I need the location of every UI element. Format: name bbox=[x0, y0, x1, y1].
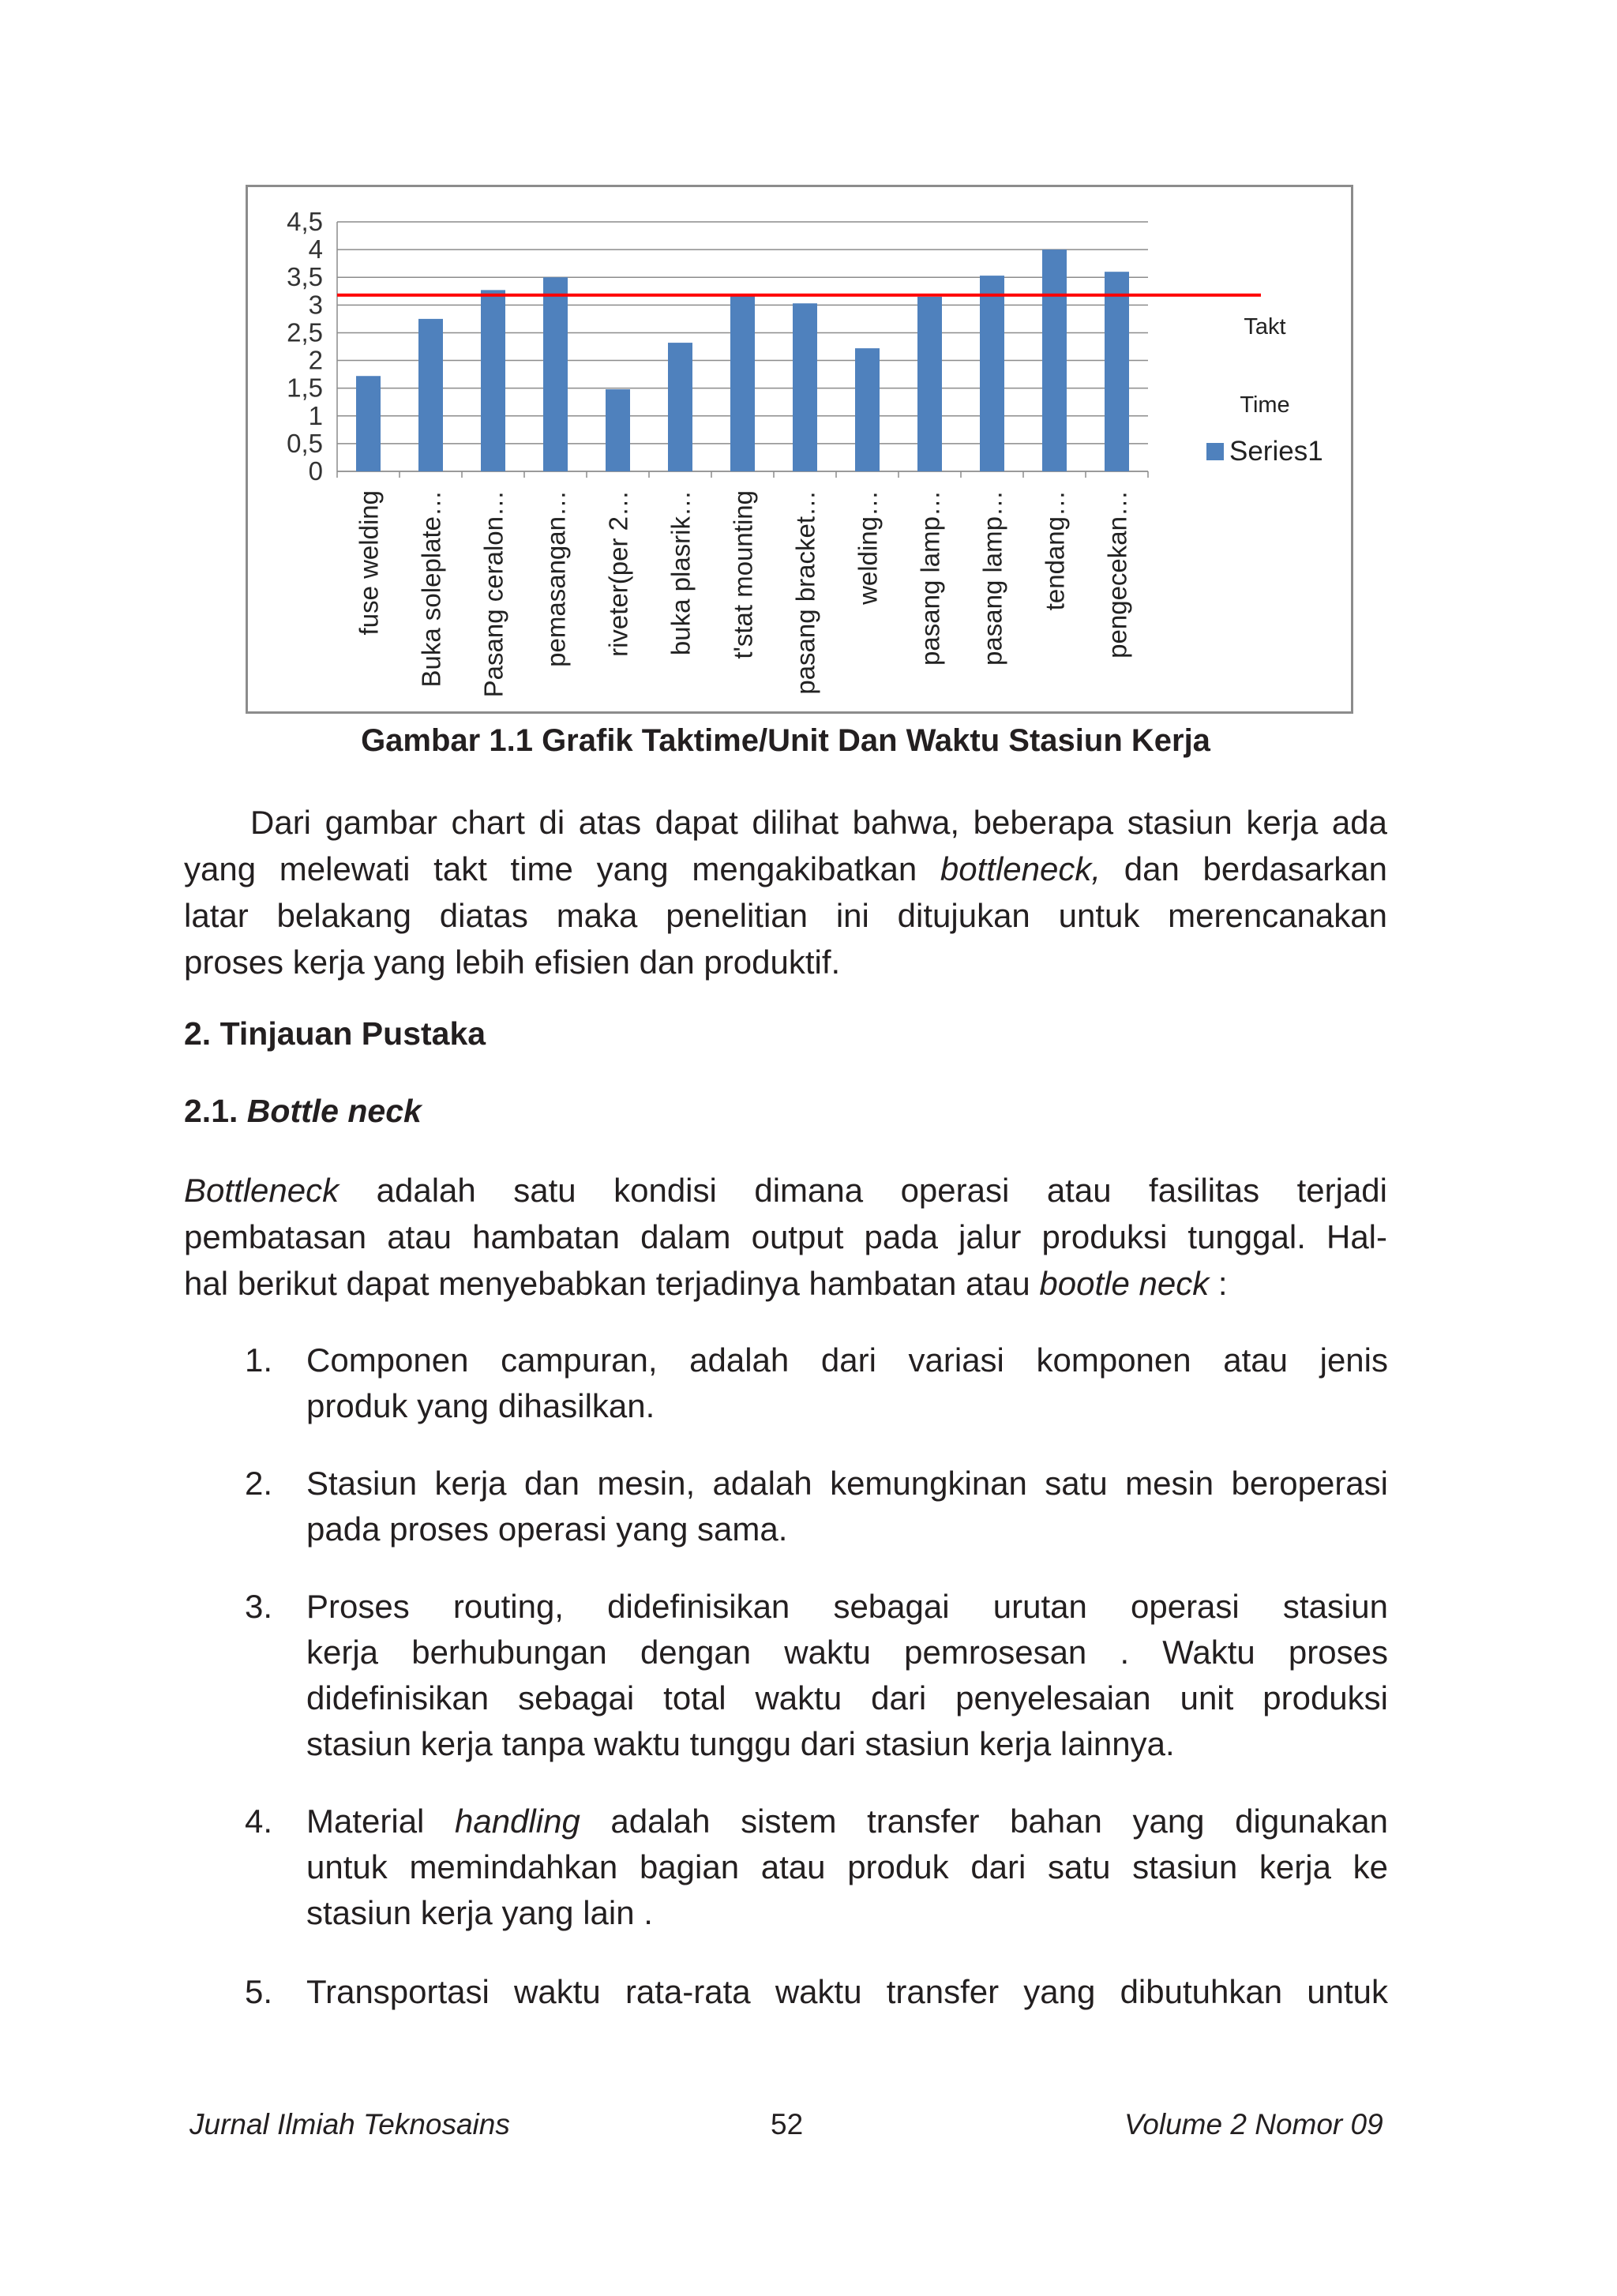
text-run: proses kerja yang lebih efisien dan produktif. bbox=[184, 944, 841, 981]
bar bbox=[418, 319, 443, 471]
text-run: latar belakang diatas maka penelitian ini ditujukan untuk merencanakan bbox=[184, 897, 1387, 934]
list-line bbox=[306, 1630, 1388, 1675]
bar bbox=[980, 276, 1004, 471]
subsection-number: 2.1. bbox=[184, 1093, 238, 1129]
list-line bbox=[306, 1969, 1388, 2015]
text-run: Proses routing, didefinisikan sebagai urutan operasi stasiun bbox=[306, 1588, 1388, 1625]
list-number: 3. bbox=[245, 1588, 273, 1625]
y-tick-label: 3 bbox=[308, 290, 323, 320]
legend-label: Series1 bbox=[1229, 436, 1323, 467]
y-tick-label: 0,5 bbox=[287, 428, 323, 458]
section-heading: 2. Tinjauan Pustaka bbox=[184, 1015, 486, 1052]
list-number: 5. bbox=[245, 1973, 273, 2010]
list-text bbox=[306, 1969, 1388, 2015]
list-line bbox=[306, 1890, 1388, 1936]
list-number: 4. bbox=[245, 1803, 273, 1840]
text-run: adalah satu kondisi dimana operasi atau fasilitas terjadi bbox=[339, 1172, 1387, 1209]
y-tick-label: 2,5 bbox=[287, 317, 323, 347]
definition-line bbox=[184, 1167, 1387, 1214]
list-line bbox=[306, 1584, 1388, 1630]
bar bbox=[481, 290, 505, 471]
list-text bbox=[306, 1584, 1388, 1767]
italic-text: bootle neck bbox=[1039, 1265, 1210, 1302]
time-label: Time bbox=[1240, 392, 1290, 418]
bar bbox=[356, 376, 381, 471]
text-run: yang melewati takt time yang mengakibatkan bbox=[184, 850, 940, 887]
x-tick-label: fuse welding bbox=[354, 490, 384, 636]
y-tick-label: 1 bbox=[308, 400, 323, 430]
bar bbox=[543, 277, 568, 471]
legend-swatch bbox=[1206, 443, 1224, 460]
text-run: stasiun kerja yang lain . bbox=[306, 1894, 653, 1931]
x-tick-label: pemasangan… bbox=[541, 490, 571, 667]
x-tick-label: Pasang ceralon… bbox=[478, 490, 508, 698]
text-run: pembatasan atau hambatan dalam output pada jalur produksi tunggal. Hal- bbox=[184, 1218, 1387, 1255]
list-number: 1. bbox=[245, 1341, 273, 1379]
text-run: adalah sistem transfer bahan yang digunakan bbox=[580, 1803, 1388, 1840]
bar bbox=[1105, 272, 1129, 471]
intro-line bbox=[184, 799, 1387, 846]
bar bbox=[668, 343, 692, 471]
list-line bbox=[306, 1506, 1388, 1552]
list-line bbox=[306, 1383, 1388, 1429]
page-number: 52 bbox=[771, 2108, 804, 2140]
footer-journal: Jurnal Ilmiah Teknosains bbox=[189, 2108, 510, 2140]
bar bbox=[917, 297, 942, 471]
y-tick-label: 1,5 bbox=[287, 373, 323, 403]
text-run: kerja berhubungan dengan waktu pemrosesan . Waktu proses bbox=[306, 1634, 1388, 1671]
x-tick-label: pengecekan… bbox=[1102, 490, 1132, 658]
list-line bbox=[306, 1721, 1388, 1767]
text-run: Stasiun kerja dan mesin, adalah kemungkinan satu mesin beroperasi bbox=[306, 1465, 1388, 1502]
y-tick-label: 2 bbox=[308, 345, 323, 375]
intro-line bbox=[184, 892, 1387, 939]
subsection-heading bbox=[184, 1093, 422, 1130]
y-tick-label: 4 bbox=[308, 234, 323, 264]
bar bbox=[606, 389, 630, 471]
x-tick-label: pasang lamp… bbox=[915, 490, 945, 666]
intro-line bbox=[184, 846, 1387, 892]
x-tick-label: welding… bbox=[853, 490, 883, 605]
text-run: Material bbox=[306, 1803, 455, 1840]
x-tick-label: riveter(per 2… bbox=[603, 490, 633, 657]
list-number: 2. bbox=[245, 1465, 273, 1502]
definition-paragraph bbox=[184, 1167, 1387, 1307]
footer-volume: Volume 2 Nomor 09 bbox=[1124, 2108, 1383, 2140]
x-tick-label: pasang lamp… bbox=[977, 490, 1007, 666]
chart-figure bbox=[246, 185, 1353, 714]
text-run: Transportasi waktu rata-rata waktu transfer yang dibutuhkan untuk bbox=[306, 1973, 1388, 2010]
text-run: Dari gambar chart di atas dapat dilihat bahwa, beberapa stasiun kerja ada bbox=[250, 804, 1387, 841]
x-tick-label: pasang bracket… bbox=[790, 490, 820, 695]
text-run: untuk memindahkan bagian atau produk dari satu stasiun kerja ke bbox=[306, 1848, 1388, 1885]
y-tick-label: 4,5 bbox=[287, 207, 323, 236]
bar bbox=[855, 348, 880, 471]
text-run: dan berdasarkan bbox=[1101, 850, 1387, 887]
figure-caption: Gambar 1.1 Grafik Taktime/Unit Dan Waktu Stasiun Kerja bbox=[361, 723, 1210, 758]
x-tick-label: buka plasrik… bbox=[666, 490, 696, 656]
intro-line bbox=[184, 939, 1387, 985]
definition-line bbox=[184, 1260, 1387, 1307]
x-tick-label: Buka soleplate… bbox=[416, 490, 446, 688]
text-run: Componen campuran, adalah dari variasi komponen atau jenis bbox=[306, 1341, 1388, 1379]
definition-line bbox=[184, 1214, 1387, 1260]
x-tick-label: t'stat mounting bbox=[728, 490, 758, 659]
list-line bbox=[306, 1461, 1388, 1506]
text-run: produk yang dihasilkan. bbox=[306, 1387, 655, 1424]
bar bbox=[1042, 249, 1067, 471]
list-line bbox=[306, 1844, 1388, 1890]
list-text bbox=[306, 1461, 1388, 1552]
intro-paragraph bbox=[184, 799, 1387, 985]
text-run: stasiun kerja tanpa waktu tunggu dari stasiun kerja lainnya. bbox=[306, 1725, 1175, 1762]
list-text bbox=[306, 1337, 1388, 1429]
takt-label: Takt bbox=[1244, 314, 1286, 340]
text-run: didefinisikan sebagai total waktu dari penyelesaian unit produksi bbox=[306, 1679, 1388, 1716]
text-run: pada proses operasi yang sama. bbox=[306, 1510, 788, 1548]
bar bbox=[793, 303, 817, 471]
bar bbox=[730, 294, 755, 471]
y-tick-label: 3,5 bbox=[287, 262, 323, 292]
list-line bbox=[306, 1675, 1388, 1721]
x-tick-label: tendang… bbox=[1040, 490, 1070, 611]
y-tick-label: 0 bbox=[308, 456, 323, 486]
text-run: : bbox=[1209, 1265, 1228, 1302]
italic-text: bottleneck, bbox=[940, 850, 1101, 887]
subsection-title: Bottle neck bbox=[246, 1093, 422, 1129]
list-line bbox=[306, 1337, 1388, 1383]
text-run: hal berikut dapat menyebabkan terjadinya hambatan atau bbox=[184, 1265, 1040, 1302]
list-text bbox=[306, 1799, 1388, 1936]
italic-text: handling bbox=[454, 1803, 580, 1840]
list-line bbox=[306, 1799, 1388, 1844]
bar-chart bbox=[248, 187, 1351, 711]
italic-text: Bottleneck bbox=[184, 1172, 340, 1209]
